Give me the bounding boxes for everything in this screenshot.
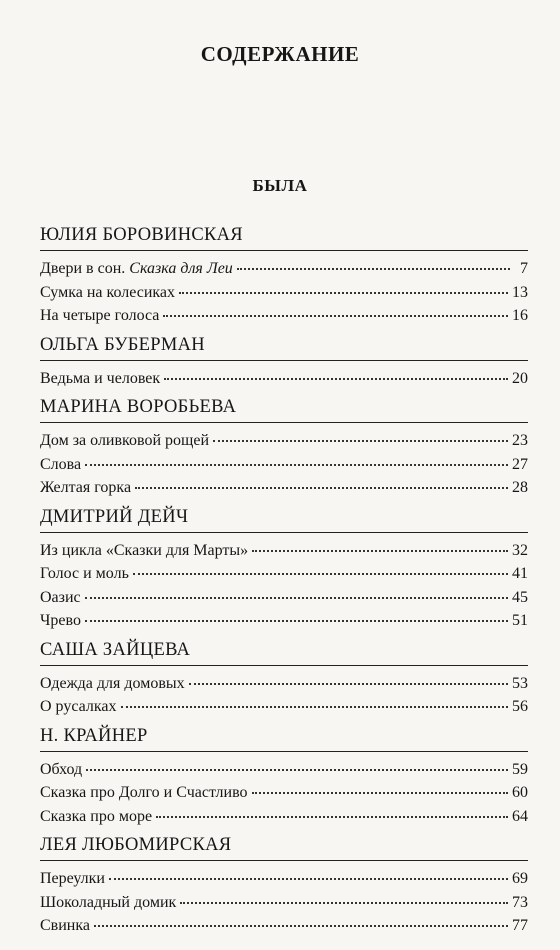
dot-leader [86, 769, 508, 771]
section-heading: БЫЛА [252, 176, 308, 195]
page-number: 7 [520, 260, 528, 277]
dot-leader [109, 878, 508, 880]
dot-leader [237, 268, 510, 270]
toc-entry [40, 367, 528, 391]
toc-entry [40, 758, 528, 782]
toc-entry [40, 562, 528, 586]
entry-title-text: Сказка про море [40, 807, 153, 825]
toc-entry [40, 586, 528, 610]
entry-title [40, 891, 176, 915]
entry-title-text: Свинка [40, 917, 90, 934]
toc-entry [40, 609, 528, 633]
toc-entry [40, 914, 528, 938]
dot-leader [94, 925, 508, 927]
entry-title [40, 609, 81, 633]
toc-entry [40, 429, 528, 453]
entry-title-text: Сказка про Долго и Счастливо [40, 784, 248, 801]
dot-leader [189, 683, 508, 685]
entry-title-text: Переулки [40, 870, 105, 887]
entry-title [40, 672, 185, 696]
dot-leader [135, 487, 508, 489]
dot-leader [85, 597, 508, 599]
author-block [40, 220, 528, 330]
toc-entry [40, 695, 528, 719]
page-number: 60 [512, 784, 528, 801]
toc-entry [40, 476, 528, 500]
author-name: ДМИТРИЙ ДЕЙЧ [40, 506, 189, 527]
dot-leader [163, 315, 508, 317]
author-name: САША ЗАЙЦЕВА [40, 639, 191, 660]
page-number: 64 [512, 807, 528, 825]
toc-entry [40, 281, 528, 305]
page-number: 28 [512, 479, 528, 496]
page-number: 51 [512, 612, 528, 629]
toc-entry [40, 453, 528, 477]
author-name: МАРИНА ВОРОБЬЕВА [40, 397, 237, 417]
dot-leader [213, 440, 508, 442]
page-number: 73 [512, 893, 528, 911]
page-number: 32 [512, 541, 528, 559]
page-number: 16 [512, 307, 528, 324]
page-number: 45 [512, 588, 528, 606]
page-number: 59 [512, 760, 528, 778]
entry-list [40, 250, 528, 330]
toc-entry [40, 672, 528, 696]
entry-title [40, 367, 160, 391]
dot-leader [133, 573, 508, 575]
entry-title [40, 429, 209, 453]
entry-title-text: Обход [40, 760, 83, 778]
dot-leader [252, 550, 508, 552]
entry-list [40, 422, 528, 502]
entry-title-text: Из цикла «Сказки для Марты» [40, 541, 249, 559]
entry-title-text: Ведьма и человек [40, 369, 161, 387]
page-number: 77 [512, 917, 528, 934]
page-title: СОДЕРЖАНИЕ [200, 42, 360, 66]
author-block [40, 830, 528, 940]
author-block [40, 392, 528, 502]
dot-leader [156, 816, 508, 818]
page-number: 53 [512, 674, 528, 692]
entry-list [40, 860, 528, 940]
page-number: 69 [512, 870, 528, 887]
author-name: ОЛЬГА БУБЕРМАН [40, 334, 205, 355]
entry-title [40, 304, 159, 328]
author-block [40, 330, 528, 393]
dot-leader [179, 292, 508, 294]
entry-list [40, 360, 528, 393]
entry-title [40, 453, 81, 477]
entry-title-text: Слова [40, 455, 82, 473]
dot-leader [85, 620, 508, 622]
entry-title-italic: Сказка для Леи [129, 260, 233, 277]
page-number: 23 [512, 432, 528, 449]
toc-entry [40, 867, 528, 891]
page-number: 20 [512, 369, 528, 387]
entry-title-text: Чрево [40, 612, 81, 629]
dot-leader [180, 902, 508, 904]
author-block [40, 721, 528, 831]
page-number: 13 [512, 283, 528, 301]
dot-leader [85, 464, 508, 466]
entry-title [40, 281, 175, 305]
entry-title [40, 914, 90, 938]
entry-title [40, 539, 248, 563]
entry-title [40, 695, 117, 719]
toc-entry [40, 805, 528, 829]
entry-title [40, 257, 233, 281]
entry-title [40, 867, 105, 891]
toc-entry [40, 304, 528, 328]
author-block [40, 502, 528, 635]
table-of-contents [40, 220, 528, 940]
dot-leader [164, 378, 508, 380]
entry-title-text: Голос и моль [40, 565, 129, 582]
author-block [40, 635, 528, 721]
entry-list [40, 532, 528, 635]
author-name: ЛЕЯ ЛЮБОМИРСКАЯ [40, 835, 232, 855]
entry-title [40, 781, 248, 805]
entry-list [40, 665, 528, 721]
toc-entry [40, 257, 528, 281]
entry-title [40, 476, 131, 500]
entry-title [40, 805, 152, 829]
entry-title [40, 586, 81, 610]
entry-title-text: Двери в сон. [40, 260, 130, 277]
dot-leader [121, 706, 509, 708]
dot-leader [252, 792, 508, 794]
entry-title-text: Желтая горка [40, 479, 132, 496]
toc-entry [40, 781, 528, 805]
page-number: 56 [512, 698, 528, 715]
entry-title-text: На четыре голоса [40, 307, 160, 324]
author-name: Н. КРАЙНЕР [40, 725, 148, 746]
entry-title-text: Оазис [40, 588, 81, 606]
entry-title-text: Шоколадный домик [40, 893, 177, 911]
entry-list [40, 751, 528, 831]
entry-title [40, 562, 129, 586]
author-name: ЮЛИЯ БОРОВИНСКАЯ [40, 225, 243, 245]
page-number: 41 [512, 565, 528, 582]
entry-title-text: Сумка на колесиках [40, 283, 176, 301]
entry-title-text: Одежда для домовых [40, 674, 185, 692]
toc-entry [40, 539, 528, 563]
page-number: 27 [512, 455, 528, 473]
entry-title-text: О русалках [40, 698, 117, 715]
toc-entry [40, 891, 528, 915]
entry-title-text: Дом за оливковой рощей [40, 432, 209, 449]
entry-title [40, 758, 82, 782]
